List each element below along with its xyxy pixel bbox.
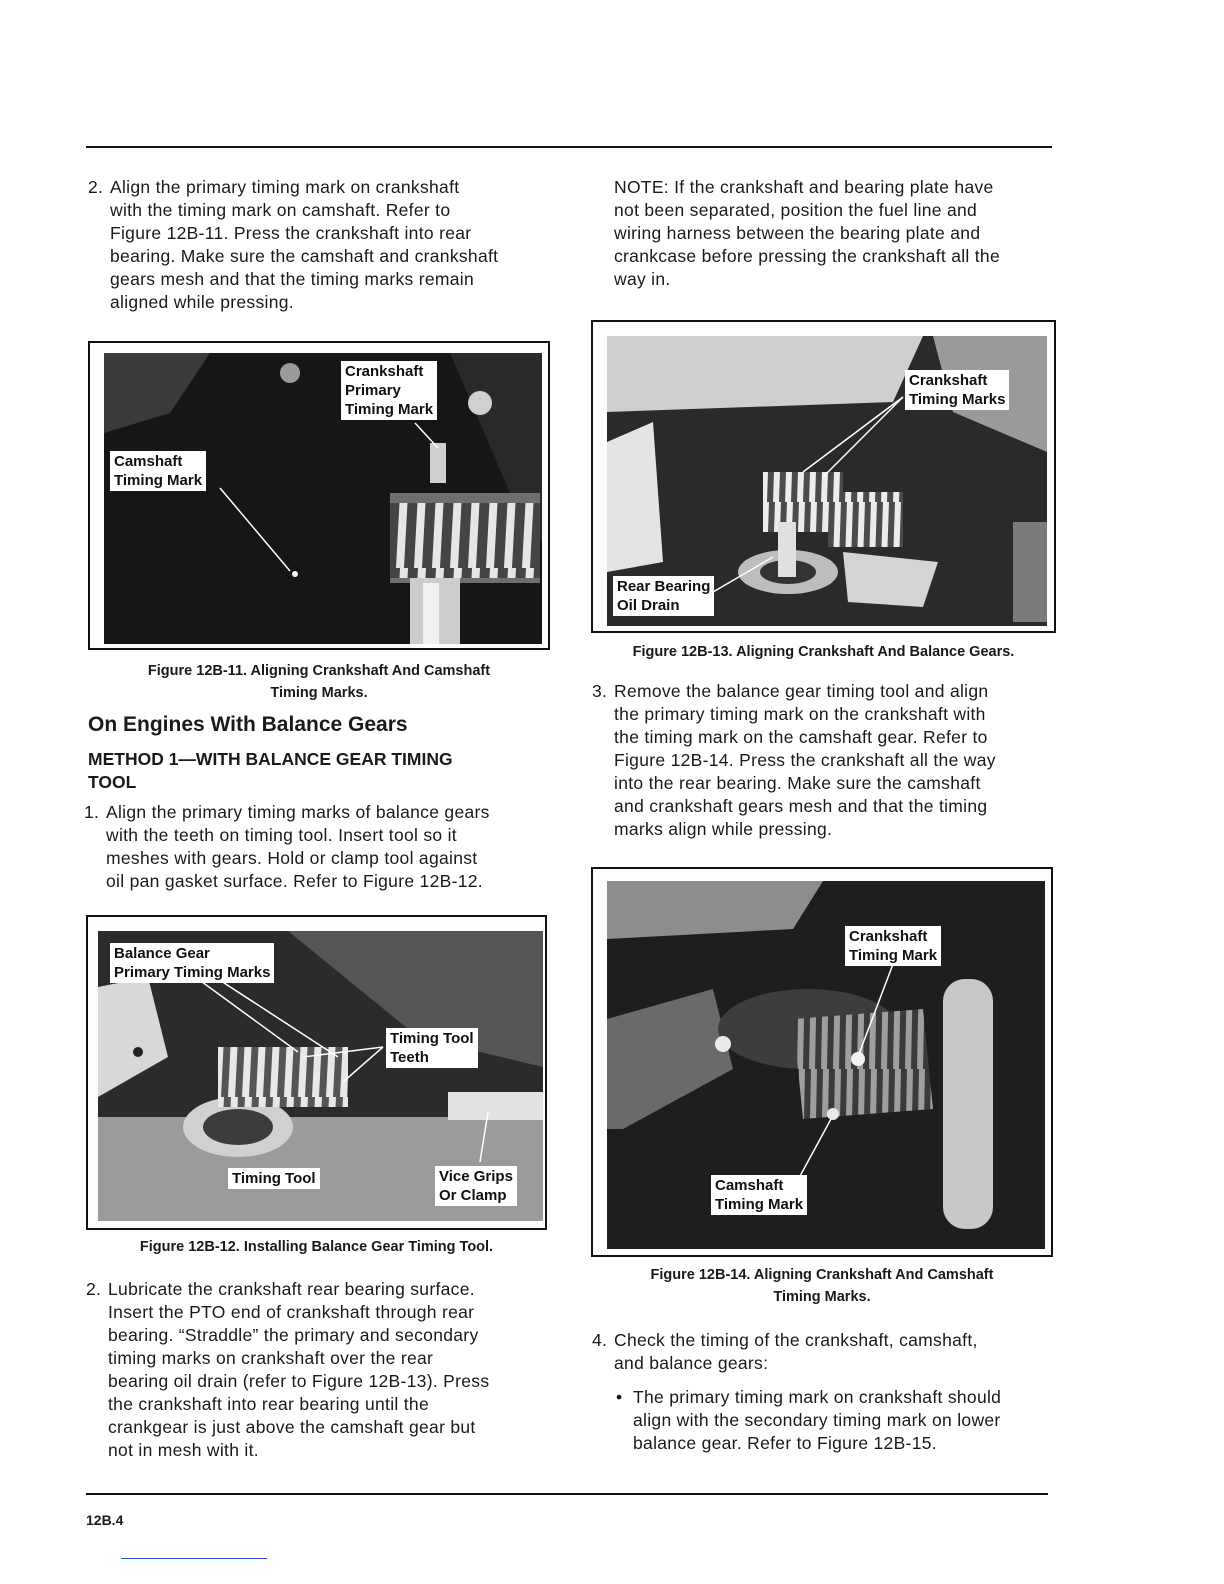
label-crankshaft-timing-marks <box>905 370 1009 410</box>
text-line: balance gear. Refer to Figure 12B-15. <box>633 1433 937 1453</box>
caption-line: Figure 12B-13. Aligning Crankshaft And Balance Gears. <box>632 644 1015 660</box>
figure-12b-14-photo <box>591 867 1053 1257</box>
label-line: Vice Grips <box>439 1168 513 1185</box>
label-line: Timing Marks <box>909 391 1006 408</box>
text-line: not been separated, position the fuel line and <box>614 200 978 220</box>
label-line: Crankshaft <box>345 363 424 380</box>
label-rear-bearing-oil-drain <box>613 576 714 616</box>
label-line: Or Clamp <box>439 1187 507 1204</box>
figure-12b-13-photo <box>591 320 1056 633</box>
label-line: Timing Tool <box>232 1170 316 1187</box>
caption-line: Timing Marks. <box>773 1289 871 1305</box>
method1-step-2 <box>86 1278 568 1462</box>
text-line: Check the timing of the crankshaft, camshaft, <box>614 1330 978 1350</box>
label-line: Balance Gear <box>114 945 210 962</box>
bullet-item <box>616 1386 1066 1455</box>
method-heading <box>88 748 568 794</box>
label-camshaft-timing-mark <box>711 1175 807 1215</box>
figure-12b-12-caption <box>86 1236 547 1258</box>
label-line: Camshaft <box>715 1177 784 1194</box>
bullet-mark: • <box>616 1387 623 1407</box>
label-line: Crankshaft <box>909 372 988 389</box>
text-line: Figure 12B-14. Press the crankshaft all the way <box>614 750 996 770</box>
label-vice-grips-or-clamp <box>435 1166 517 1206</box>
label-balance-gear-primary-timing-marks <box>110 943 274 983</box>
text-line: bearing. Make sure the camshaft and crankshaft <box>110 246 499 266</box>
engine-photo-illustration <box>90 343 550 650</box>
text-line: crankcase before pressing the crankshaft all the <box>614 246 1000 266</box>
top-rule <box>86 146 1052 148</box>
method-title-line: TOOL <box>88 772 137 792</box>
figure-12b-11-photo <box>88 341 550 650</box>
text-line: not in mesh with it. <box>108 1440 259 1460</box>
label-crankshaft-timing-mark <box>845 926 941 966</box>
step-3-remove-tool <box>592 680 1062 841</box>
caption-line: Timing Marks. <box>270 685 368 701</box>
figure-12b-12-photo <box>86 915 547 1230</box>
label-line: Crankshaft <box>849 928 928 945</box>
text-line: bearing. “Straddle” the primary and secondary <box>108 1325 479 1345</box>
label-timing-tool-teeth <box>386 1028 478 1068</box>
label-line: Primary Timing Marks <box>114 964 271 981</box>
figure-12b-11-caption <box>88 660 550 704</box>
caption-line: Figure 12B-14. Aligning Crankshaft And Camshaft <box>650 1267 994 1283</box>
label-timing-tool <box>228 1168 320 1189</box>
text-line: The primary timing mark on crankshaft should <box>633 1387 1002 1407</box>
step-number: 3. <box>592 681 608 701</box>
engine-photo-illustration <box>593 869 1053 1257</box>
text-line: align with the secondary timing mark on lower <box>633 1410 1001 1430</box>
text-line: Align the primary timing marks of balance gears <box>106 802 490 822</box>
figure-12b-14-caption <box>591 1264 1053 1308</box>
section-title: On Engines With Balance Gears <box>88 713 408 736</box>
caption-line: Figure 12B-11. Aligning Crankshaft And Camshaft <box>147 663 491 679</box>
step-number: 4. <box>592 1330 608 1350</box>
label-line: Timing Mark <box>849 947 938 964</box>
text-line: and balance gears: <box>614 1353 769 1373</box>
text-line: meshes with gears. Hold or clamp tool against <box>106 848 478 868</box>
label-line: Timing Tool <box>390 1030 474 1047</box>
text-line: Figure 12B-11. Press the crankshaft into rear <box>110 223 472 243</box>
text-line: Align the primary timing mark on crankshaft <box>110 177 460 197</box>
step-2-align-primary <box>88 176 568 314</box>
text-line: with the timing mark on camshaft. Refer to <box>110 200 451 220</box>
text-line: with the teeth on timing tool. Insert tool so it <box>106 825 457 845</box>
label-crankshaft-primary-timing-mark <box>341 361 437 420</box>
page-number: 12B.4 <box>86 1512 124 1528</box>
footer-link-rule <box>121 1558 267 1559</box>
text-line: NOTE: If the crankshaft and bearing plate have <box>614 177 994 197</box>
label-line: Camshaft <box>114 453 183 470</box>
method1-step-1 <box>84 801 568 893</box>
text-line: the crankshaft into rear bearing until the <box>108 1394 429 1414</box>
text-line: oil pan gasket surface. Refer to Figure 12B-12. <box>106 871 483 891</box>
text-line: wiring harness between the bearing plate and <box>614 223 981 243</box>
text-line: Remove the balance gear timing tool and align <box>614 681 989 701</box>
text-line: and crankshaft gears mesh and that the timing <box>614 796 988 816</box>
step-number: 1. <box>84 802 100 822</box>
text-line: timing marks on crankshaft over the rear <box>108 1348 434 1368</box>
text-line: marks align while pressing. <box>614 819 833 839</box>
step-number: 2. <box>88 177 104 197</box>
caption-line: Figure 12B-12. Installing Balance Gear Timing Tool. <box>139 1239 494 1255</box>
label-line: Rear Bearing <box>617 578 711 595</box>
label-line: Timing Mark <box>114 472 203 489</box>
text-line: Insert the PTO end of crankshaft through rear <box>108 1302 475 1322</box>
text-line: gears mesh and that the timing marks remain <box>110 269 475 289</box>
label-line: Primary <box>345 382 401 399</box>
text-line: bearing oil drain (refer to Figure 12B-13). Press <box>108 1371 490 1391</box>
figure-12b-13-caption <box>591 641 1056 663</box>
text-line: the timing mark on the camshaft gear. Refer to <box>614 727 988 747</box>
text-line: the primary timing mark on the crankshaft with <box>614 704 986 724</box>
label-line: Oil Drain <box>617 597 680 614</box>
bottom-rule <box>86 1493 1048 1495</box>
text-line: crankgear is just above the camshaft gear but <box>108 1417 476 1437</box>
label-line: Teeth <box>390 1049 429 1066</box>
text-line: Lubricate the crankshaft rear bearing surface. <box>108 1279 475 1299</box>
text-line: into the rear bearing. Make sure the camshaft <box>614 773 981 793</box>
text-line: way in. <box>614 269 671 289</box>
text-line: aligned while pressing. <box>110 292 294 312</box>
step-4-check-timing <box>592 1329 1062 1375</box>
method-title-line: METHOD 1—WITH BALANCE GEAR TIMING <box>88 749 453 769</box>
section-heading <box>88 713 568 737</box>
label-line: Timing Mark <box>715 1196 804 1213</box>
note-block <box>614 176 1064 291</box>
step-number: 2. <box>86 1279 102 1299</box>
label-camshaft-timing-mark <box>110 451 206 491</box>
label-line: Timing Mark <box>345 401 434 418</box>
